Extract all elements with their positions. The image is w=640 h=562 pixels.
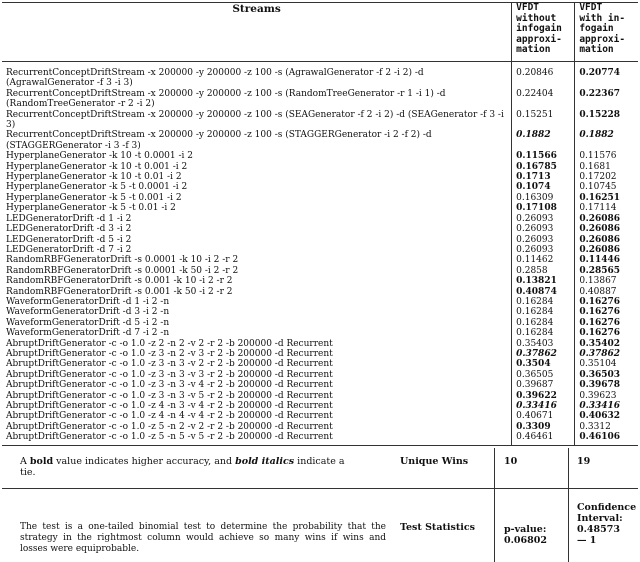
header-line: infogain <box>516 23 562 34</box>
value-with-approx: 0.40632 <box>575 411 638 421</box>
value-without-approx: 0.46461 <box>512 432 575 445</box>
value-with-approx: 0.16251 <box>575 193 638 203</box>
header-line: VFDT <box>579 2 603 13</box>
value-with-approx: 0.35402 <box>575 339 638 349</box>
value-without-approx: 0.15251 <box>512 110 575 131</box>
header-line: mation <box>516 44 551 55</box>
value-without-approx: 0.33416 <box>512 401 575 411</box>
table-row <box>2 287 638 297</box>
value-with-approx: 0.39623 <box>575 391 638 401</box>
header-line: approxi- <box>579 33 626 45</box>
value-without-approx: 0.37862 <box>512 349 575 359</box>
table-row <box>2 411 638 421</box>
value-without-approx: 0.16284 <box>512 307 575 317</box>
value-without-approx: 0.3309 <box>512 422 575 432</box>
table-row <box>2 130 638 151</box>
value-with-approx: 0.22367 <box>575 89 638 110</box>
table-row <box>2 422 638 432</box>
value-without-approx: 0.26093 <box>512 224 575 234</box>
value-with-approx: 0.35104 <box>575 359 638 369</box>
table-row <box>2 391 638 401</box>
table-row <box>2 214 638 224</box>
value-without-approx: 0.16284 <box>512 297 575 307</box>
value-without-approx: 0.11566 <box>512 151 575 161</box>
value-with-approx: 0.26086 <box>575 245 638 255</box>
legend-text: value indicates higher accuracy, and <box>53 456 236 467</box>
value-without-approx: 0.20846 <box>512 62 575 89</box>
stream-name: RecurrentConceptDriftStream -x 200000 -y 200000 -z 100 -s (SEAGenerator -f 2 -i 2) -d (SEAGenerator -f 3 -i 3) <box>6 109 504 131</box>
value-without-approx: 0.2858 <box>512 266 575 276</box>
stream-name: AbruptDriftGenerator -c -o 1.0 -z 5 -n 5 -v 5 -r 2 -b 200000 -d Recurrent <box>2 432 512 445</box>
ci-label: Confidence Interval: <box>577 502 637 524</box>
table-row <box>2 110 638 131</box>
table-row <box>2 349 638 359</box>
value-with-approx: 0.11576 <box>575 151 638 161</box>
legend-note <box>20 456 360 478</box>
value-with-approx: 0.11446 <box>575 255 638 265</box>
divider <box>568 448 569 488</box>
header-line: without <box>516 12 557 24</box>
value-with-approx: 0.1882 <box>575 130 638 151</box>
legend-text: A <box>20 456 30 467</box>
stream-name: LEDGeneratorDrift -d 5 -i 2 <box>6 234 132 245</box>
stream-name: RandomRBFGeneratorDrift -s 0.0001 -k 10 -i 2 -r 2 <box>6 255 239 266</box>
value-without-approx: 0.1882 <box>512 130 575 151</box>
table-row <box>2 255 638 265</box>
divider <box>494 488 495 562</box>
stream-name: AbruptDriftGenerator -c -o 1.0 -z 3 -n 3 -v 2 -r 2 -b 200000 -d Recurrent <box>6 359 333 370</box>
table-row <box>2 193 638 203</box>
stream-name: AbruptDriftGenerator -c -o 1.0 -z 4 -n 3 -v 4 -r 2 -b 200000 -d Recurrent <box>6 401 333 411</box>
confidence-interval <box>577 502 639 546</box>
legend-bold: bold <box>29 456 54 467</box>
stream-name: HyperplaneGenerator -k 5 -t 0.0001 -i 2 <box>6 182 188 193</box>
divider <box>568 488 569 562</box>
stream-name: HyperplaneGenerator -k 10 -t 0.0001 -i 2 <box>6 151 194 162</box>
table-row <box>2 172 638 182</box>
stream-name: WaveformGeneratorDrift -d 3 -i 2 -n <box>6 307 170 318</box>
stream-name: LEDGeneratorDrift -d 1 -i 2 <box>6 213 132 224</box>
value-without-approx: 0.36505 <box>512 370 575 380</box>
stream-name: AbruptDriftGenerator -c -o 1.0 -z 3 -n 3 -v 5 -r 2 -b 200000 -d Recurrent <box>6 390 333 401</box>
legend-bold-italic: bold italics <box>235 456 295 467</box>
value-with-approx: 0.15228 <box>575 110 638 131</box>
wins-without: 10 <box>504 456 518 467</box>
table-row <box>2 235 638 245</box>
value-without-approx: 0.22404 <box>512 89 575 110</box>
table-row <box>2 328 638 338</box>
value-without-approx: 0.1713 <box>512 172 575 182</box>
value-with-approx: 0.16276 <box>575 307 638 317</box>
wins-with: 19 <box>577 456 591 467</box>
stream-name: HyperplaneGenerator -k 5 -t 0.001 -i 2 <box>6 192 182 203</box>
value-with-approx: 0.16276 <box>575 318 638 328</box>
value-with-approx: 0.39678 <box>575 380 638 390</box>
value-without-approx: 0.16309 <box>512 193 575 203</box>
table-row <box>2 297 638 307</box>
value-with-approx: 0.16276 <box>575 297 638 307</box>
table-row <box>2 318 638 328</box>
header-line: approxi- <box>516 33 562 45</box>
table-row <box>2 432 638 445</box>
results-table <box>2 2 638 446</box>
header-with-approx <box>575 3 638 62</box>
table-row <box>2 380 638 390</box>
test-statistics-label: Test Statistics <box>400 522 475 533</box>
value-without-approx: 0.11462 <box>512 255 575 265</box>
value-without-approx: 0.3504 <box>512 359 575 369</box>
stream-name: AbruptDriftGenerator -c -o 1.0 -z 5 -n 2 -v 2 -r 2 -b 200000 -d Recurrent <box>6 421 333 432</box>
stream-name: AbruptDriftGenerator -c -o 1.0 -z 3 -n 3 -v 4 -r 2 -b 200000 -d Recurrent <box>6 380 333 391</box>
stream-name: WaveformGeneratorDrift -d 7 -i 2 -n <box>6 328 170 339</box>
table-row <box>2 339 638 349</box>
ci-value: 0.48573 <box>577 524 620 535</box>
value-with-approx: 0.26086 <box>575 235 638 245</box>
value-with-approx: 0.17114 <box>575 203 638 213</box>
value-with-approx: 0.26086 <box>575 224 638 234</box>
table-row <box>2 151 638 161</box>
value-with-approx: 0.40887 <box>575 287 638 297</box>
stream-name: WaveformGeneratorDrift -d 5 -i 2 -n <box>6 317 170 328</box>
stream-name: AbruptDriftGenerator -c -o 1.0 -z 3 -n 3 -v 3 -r 2 -b 200000 -d Recurrent <box>6 369 333 380</box>
p-value <box>504 524 564 546</box>
value-without-approx: 0.35403 <box>512 339 575 349</box>
value-with-approx: 0.20774 <box>575 62 638 89</box>
stream-name: HyperplaneGenerator -k 10 -t 0.01 -i 2 <box>6 172 182 183</box>
table-header-row <box>2 3 638 62</box>
value-without-approx: 0.16284 <box>512 328 575 338</box>
table-row <box>2 182 638 192</box>
table-row <box>2 276 638 286</box>
value-without-approx: 0.39622 <box>512 391 575 401</box>
stream-name: RandomRBFGeneratorDrift -s 0.0001 -k 50 -i 2 -r 2 <box>6 265 239 276</box>
value-with-approx: 0.33416 <box>575 401 638 411</box>
table-row <box>2 162 638 172</box>
unique-wins-label: Unique Wins <box>400 456 469 467</box>
value-with-approx: 0.26086 <box>575 214 638 224</box>
value-with-approx: 0.17202 <box>575 172 638 182</box>
table-body <box>2 62 638 446</box>
value-without-approx: 0.39687 <box>512 380 575 390</box>
header-line: with in- <box>579 12 626 24</box>
table-row <box>2 62 638 89</box>
table-row <box>2 370 638 380</box>
header-streams: Streams <box>2 3 512 62</box>
header-line: VFDT <box>516 2 540 13</box>
value-without-approx: 0.26093 <box>512 235 575 245</box>
stream-name: WaveformGeneratorDrift -d 1 -i 2 -n <box>6 296 170 307</box>
value-without-approx: 0.17108 <box>512 203 575 213</box>
stream-name: AbruptDriftGenerator -c -o 1.0 -z 4 -n 4 -v 4 -r 2 -b 200000 -d Recurrent <box>6 411 333 422</box>
table-row <box>2 203 638 213</box>
value-with-approx: 0.13867 <box>575 276 638 286</box>
table-row <box>2 245 638 255</box>
value-without-approx: 0.16284 <box>512 318 575 328</box>
value-with-approx: 0.36503 <box>575 370 638 380</box>
divider <box>494 448 495 488</box>
table-row <box>2 401 638 411</box>
value-with-approx: 0.16276 <box>575 328 638 338</box>
stream-name: RecurrentConceptDriftStream -x 200000 -y 200000 -z 100 -s (STAGGERGenerator -i 2 -f 2) -d (STAGGERGenerator -i 3 -f 3) <box>6 130 432 151</box>
value-without-approx: 0.26093 <box>512 214 575 224</box>
table-row <box>2 224 638 234</box>
value-without-approx: 0.16785 <box>512 162 575 172</box>
header-without-approx <box>512 3 575 62</box>
table-row <box>2 359 638 369</box>
value-with-approx: 0.37862 <box>575 349 638 359</box>
test-note: The test is a one-tailed binomial test to determine the probability that the strategy in the rightmost column would achieve so many wins if wins and losses were equiprobable. <box>20 522 386 554</box>
p-value-number: 0.06802 <box>504 535 547 546</box>
header-line: fogain <box>579 23 614 34</box>
table-row <box>2 307 638 317</box>
legend-text: indicate a tie. <box>20 456 345 478</box>
ci-upper: — 1 <box>577 535 597 546</box>
value-without-approx: 0.1074 <box>512 182 575 192</box>
value-without-approx: 0.40671 <box>512 411 575 421</box>
header-line: mation <box>579 44 614 55</box>
value-without-approx: 0.40874 <box>512 287 575 297</box>
stream-name: RandomRBFGeneratorDrift -s 0.001 -k 10 -i 2 -r 2 <box>6 276 233 287</box>
value-without-approx: 0.13821 <box>512 276 575 286</box>
value-without-approx: 0.26093 <box>512 245 575 255</box>
stream-name: AbruptDriftGenerator -c -o 1.0 -z 3 -n 2 -v 3 -r 2 -b 200000 -d Recurrent <box>6 348 333 359</box>
value-with-approx: 0.28565 <box>575 266 638 276</box>
stream-name: RandomRBFGeneratorDrift -s 0.001 -k 50 -i 2 -r 2 <box>6 286 233 297</box>
value-with-approx: 0.46106 <box>575 432 638 445</box>
stream-name: HyperplaneGenerator -k 5 -t 0.01 -i 2 <box>6 203 176 214</box>
stream-name: HyperplaneGenerator -k 10 -t 0.001 -i 2 <box>6 161 188 172</box>
table-row <box>2 266 638 276</box>
stream-name: RecurrentConceptDriftStream -x 200000 -y 200000 -z 100 -s (RandomTreeGenerator -r 1 -i 1) -d (RandomTreeGenerator -r 2 -i 2) <box>6 88 446 110</box>
stream-name: AbruptDriftGenerator -c -o 1.0 -z 2 -n 2 -v 2 -r 2 -b 200000 -d Recurrent <box>6 338 333 349</box>
value-with-approx: 0.3312 <box>575 422 638 432</box>
test-statistics-row <box>2 488 638 562</box>
stream-name: LEDGeneratorDrift -d 7 -i 2 <box>6 244 132 255</box>
p-value-label: p-value: <box>504 524 547 535</box>
unique-wins-row <box>2 448 638 489</box>
table-row <box>2 89 638 110</box>
stream-name: LEDGeneratorDrift -d 3 -i 2 <box>6 224 132 235</box>
stream-name: RecurrentConceptDriftStream -x 200000 -y 200000 -z 100 -s (AgrawalGenerator -f 2 -i 2) -d (AgrawalGenerator -f 3 -i 3) <box>6 68 424 89</box>
value-with-approx: 0.10745 <box>575 182 638 192</box>
value-with-approx: 0.1681 <box>575 162 638 172</box>
